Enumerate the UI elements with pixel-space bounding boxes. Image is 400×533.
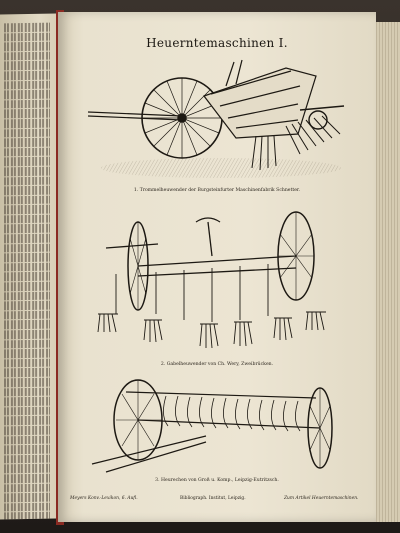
figure-2-caption: 2. Gabelheuwender von Ch. Wery, Zweibrücken. (160, 362, 274, 367)
figure-3-illustration (86, 372, 352, 476)
plate-page (58, 12, 376, 522)
figure-3-caption: 3. Heurechen von Groß u. Komp., Leipzig-Eutritzsch. (155, 478, 279, 483)
footer-left: Meyers Konv.-Lexikon, 6. Aufl. (70, 496, 138, 501)
facing-page-text (0, 14, 56, 520)
page-title: Heuerntemaschinen I. (146, 36, 288, 50)
page-stack-edge (376, 22, 400, 522)
figure-1-caption: 1. Trommelheuwender der Burgsteinfurter Maschinenfabrik Schnetter. (133, 188, 301, 193)
footer-right: Zum Artikel Heuerntemaschinen. (284, 496, 359, 501)
footer-center: Bibliograph. Institut, Leipzig. (180, 496, 246, 501)
figure-1-illustration (86, 56, 352, 186)
figure-2-illustration (86, 204, 352, 356)
